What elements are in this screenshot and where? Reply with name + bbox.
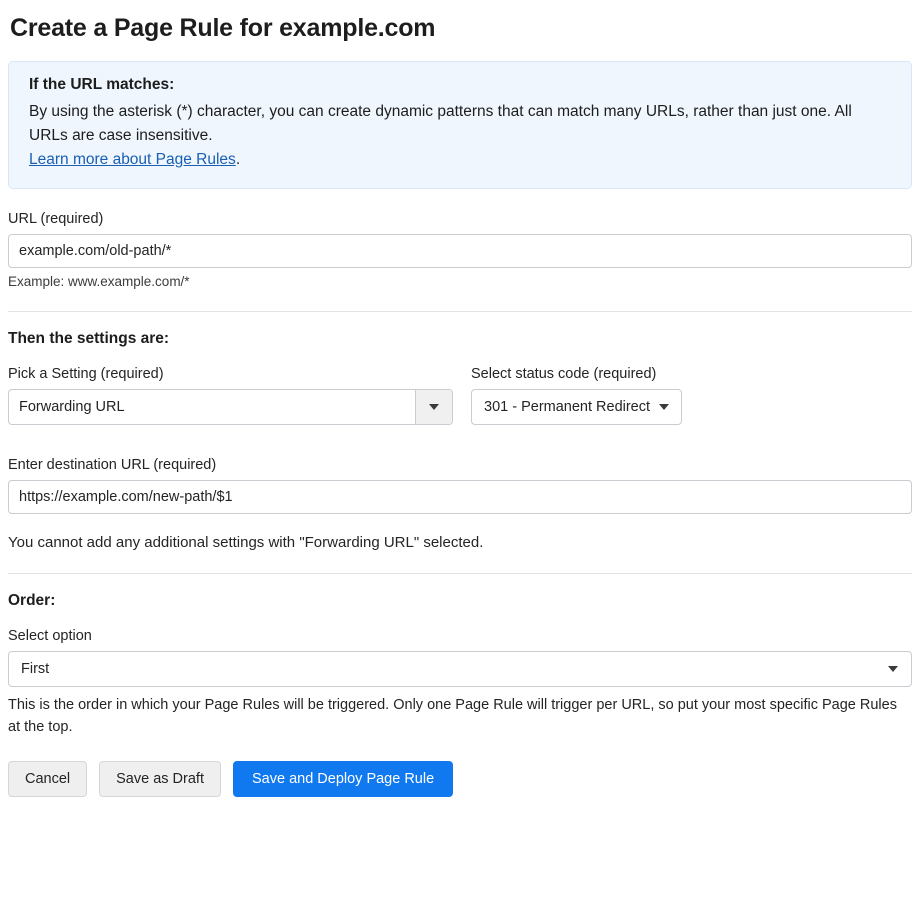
- info-box-link-suffix: .: [235, 151, 241, 169]
- pick-setting-label: Pick a Setting (required): [8, 366, 164, 383]
- order-select-value: First: [21, 661, 50, 678]
- forwarding-url-note: You cannot add any additional settings with "Forwarding URL" selected.: [8, 534, 484, 552]
- divider-settings: [8, 311, 912, 312]
- chevron-down-icon: [659, 404, 669, 410]
- info-box-title: If the URL matches:: [29, 76, 175, 93]
- info-box-link-line: [29, 148, 891, 172]
- pick-setting-select[interactable]: [8, 389, 453, 425]
- url-match-info-box: [8, 61, 912, 189]
- chevron-down-icon[interactable]: [415, 390, 452, 424]
- divider-order: [8, 573, 912, 574]
- status-code-wrap: [471, 389, 912, 425]
- form-actions: [8, 761, 912, 797]
- info-box-text: By using the asterisk (*) character, you can create dynamic patterns that can match many URLs, rather than just one. All URLs are case insensitive.: [29, 103, 852, 145]
- pick-setting-value: Forwarding URL: [19, 399, 125, 416]
- settings-section-title: Then the settings are:: [8, 330, 170, 348]
- url-field-hint: Example: www.example.com/*: [8, 274, 190, 290]
- order-hint: This is the order in which your Page Rules will be triggered. Only one Page Rule will trigger per URL, so put your most specific Page Rules at the top.: [8, 697, 897, 735]
- url-input[interactable]: [8, 234, 912, 268]
- order-select-label: Select option: [8, 628, 92, 645]
- page-title: Create a Page Rule for example.com: [10, 14, 436, 42]
- learn-more-link[interactable]: Learn more about Page Rules: [29, 151, 236, 169]
- pick-setting-group: [8, 366, 453, 425]
- save-and-deploy-button[interactable]: Save and Deploy Page Rule: [233, 761, 453, 797]
- status-code-select[interactable]: [471, 389, 682, 425]
- status-code-label: Select status code (required): [471, 366, 657, 383]
- order-select[interactable]: [8, 651, 912, 687]
- url-field-label: URL (required): [8, 211, 104, 228]
- status-code-group: [471, 366, 912, 425]
- status-code-value: 301 - Permanent Redirect: [484, 399, 651, 416]
- destination-url-input[interactable]: [8, 480, 912, 514]
- destination-url-label: Enter destination URL (required): [8, 457, 217, 474]
- settings-row: [8, 366, 912, 425]
- chevron-down-icon: [888, 666, 898, 672]
- order-section-title: Order:: [8, 592, 56, 610]
- save-as-draft-button[interactable]: Save as Draft: [99, 761, 221, 797]
- cancel-button[interactable]: Cancel: [8, 761, 87, 797]
